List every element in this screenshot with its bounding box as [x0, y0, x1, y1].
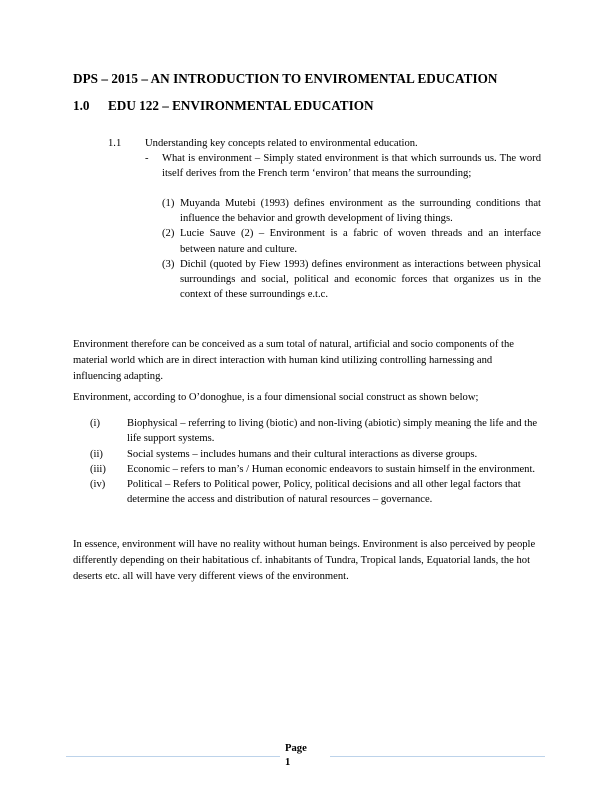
definition-text: Muyanda Mutebi (1993) defines environment as the surrounding conditions that influence the behavior and growth development of living things.: [180, 198, 541, 225]
section-heading: [73, 98, 373, 114]
page-number: 1: [285, 757, 291, 768]
bullet-item: [145, 151, 541, 181]
definition-item: [162, 196, 541, 226]
footer-rule-left: [66, 756, 280, 757]
section-number: 1.0: [73, 98, 90, 113]
dimension-item: [90, 462, 542, 477]
subsection-number: 1.1: [108, 138, 122, 149]
definition-number: (1): [162, 198, 175, 209]
definition-text: Dichil (quoted by Fiew 1993) defines environment as interactions between physical surroundings and social, political and economic forces that organizes us in the context of these surroundings e.t.c.: [180, 258, 541, 301]
bullet-text: What is environment – Simply stated environment is that which surrounds us. The word itself derives from the French term ‘environ’ that means the surrounding;: [162, 153, 541, 180]
page-footer: [285, 742, 329, 770]
subsection-heading: [108, 136, 418, 151]
definition-number: (2): [162, 228, 175, 240]
dimension-item: [90, 447, 542, 462]
page-label: Page: [285, 743, 307, 754]
paragraph-essence: In essence, environment will have no reality without human beings. Environment is also perceived by people differently depending on their habitatious cf. inhabitants of Tundra, Tropical lands, Equatorial lands, the hot deserts etc. all will have very different views of the environment.: [73, 539, 536, 582]
dimension-number: (ii): [90, 448, 103, 460]
definition-item: [162, 257, 541, 303]
dimension-text: Political – Refers to Political power, Policy, political decisions and all other legal factors that determine the access and distribution of natural resources – governance.: [127, 479, 521, 506]
definition-text: Lucie Sauve (2) – Environment is a fabric of woven threads and an interface between nature and culture.: [180, 228, 541, 255]
dimensions-list: [90, 416, 542, 508]
dimension-item: [90, 477, 542, 508]
paragraph-environment-conception: Environment therefore can be conceived as a sum total of natural, artificial and socio components of the material world which are in direct interaction with human kind utilizing controlling harnessing and influencing adapting.: [73, 339, 514, 382]
subsection-label: Understanding key concepts related to environmental education.: [145, 138, 418, 149]
dimension-text: Social systems – includes humans and their cultural interactions as diverse groups.: [127, 448, 478, 460]
dimension-text: Economic – refers to man’s / Human economic endeavors to sustain himself in the environment.: [127, 463, 536, 475]
dimension-number: (iii): [90, 463, 106, 475]
section-label: EDU 122 – ENVIRONMENTAL EDUCATION: [108, 98, 374, 113]
dimension-number: (i): [90, 418, 100, 429]
footer-rule-right: [330, 756, 545, 757]
document-title: DPS – 2015 – AN INTRODUCTION TO ENVIROMENTAL EDUCATION: [73, 71, 498, 86]
definition-item: [162, 226, 541, 256]
dimension-text: Biophysical – referring to living (biotic) and non-living (abiotic) simply meaning the life and the life support systems.: [127, 418, 538, 445]
paragraph-four-dimensions-intro: Environment, according to O’donoghue, is a four dimensional social construct as shown below;: [73, 392, 479, 403]
dimension-item: [90, 416, 542, 447]
bullet-marker: -: [145, 153, 149, 164]
definitions-list: [162, 196, 541, 302]
definition-number: (3): [162, 258, 175, 270]
dimension-number: (iv): [90, 479, 106, 491]
